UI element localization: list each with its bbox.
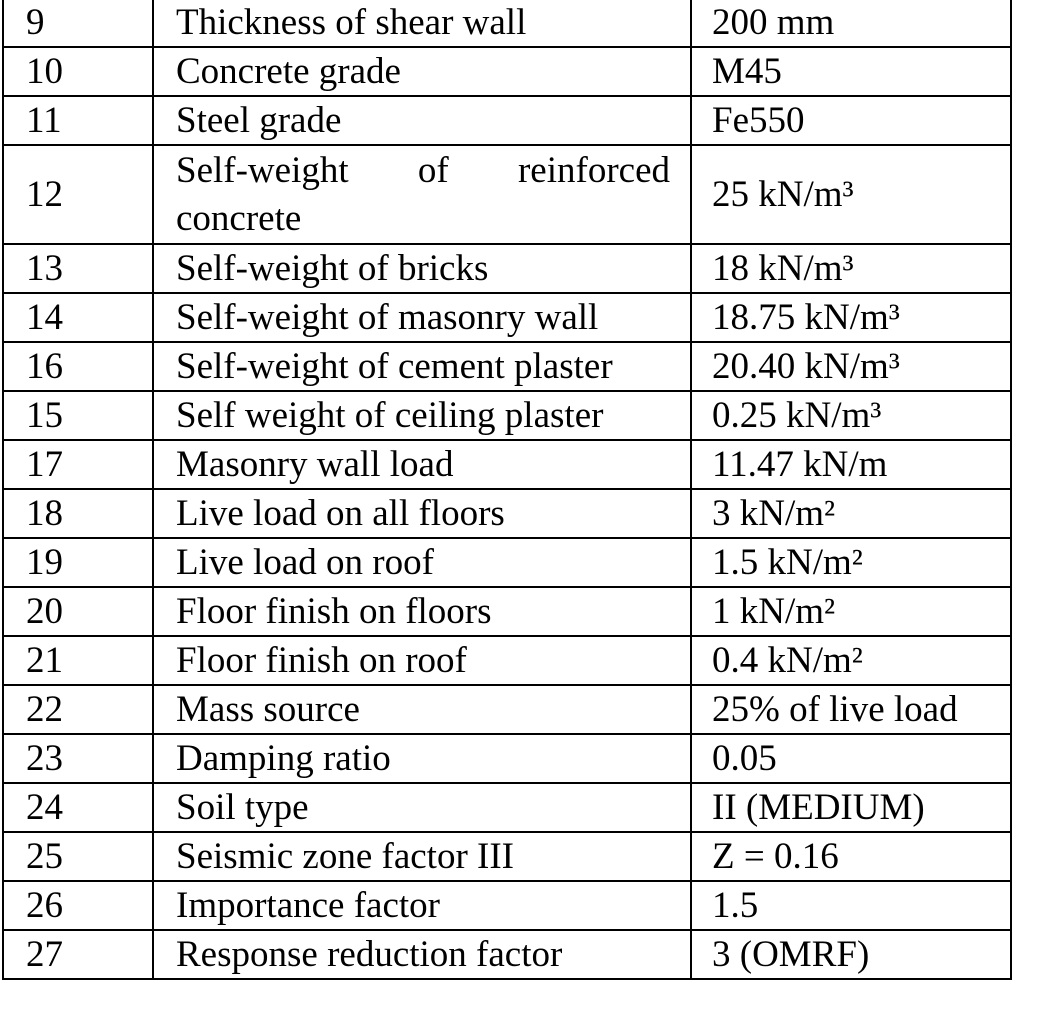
table-row <box>3 342 1011 391</box>
row-number-text: 11 <box>26 100 62 141</box>
row-number <box>3 145 153 244</box>
parameter-name-text: Masonry wall load <box>176 444 454 485</box>
parameter-name <box>153 587 691 636</box>
parameter-name <box>153 783 691 832</box>
table-row <box>3 96 1011 145</box>
parameter-name-text: Seismic zone factor III <box>176 836 514 877</box>
parameter-name <box>153 293 691 342</box>
parameter-name-text: Live load on all floors <box>176 493 505 534</box>
row-number <box>3 587 153 636</box>
parameter-name-text: Thickness of shear wall <box>176 2 527 43</box>
table-row <box>3 685 1011 734</box>
parameter-name-text: Self-weight of masonry wall <box>176 297 599 338</box>
table-row <box>3 47 1011 96</box>
design-parameters-table <box>2 0 1012 980</box>
parameter-value <box>691 145 1011 244</box>
parameter-name <box>153 342 691 391</box>
parameter-name <box>153 881 691 930</box>
parameter-name <box>153 832 691 881</box>
table-row <box>3 538 1011 587</box>
table-row <box>3 734 1011 783</box>
parameter-name-text: Importance factor <box>176 885 440 926</box>
parameter-value <box>691 244 1011 293</box>
row-number <box>3 685 153 734</box>
parameter-name-text: Soil type <box>176 787 309 828</box>
table-row <box>3 832 1011 881</box>
parameter-name <box>153 0 691 47</box>
table-row <box>3 391 1011 440</box>
row-number-text: 24 <box>26 787 63 828</box>
row-number-text: 17 <box>26 444 63 485</box>
parameter-value <box>691 832 1011 881</box>
parameter-name-text: Response reduction factor <box>176 934 563 975</box>
parameter-value <box>691 538 1011 587</box>
parameter-value-text: 0.05 <box>712 738 777 779</box>
parameter-value <box>691 636 1011 685</box>
table-row <box>3 244 1011 293</box>
row-number-text: 21 <box>26 640 63 681</box>
parameter-value <box>691 734 1011 783</box>
row-number-text: 9 <box>26 2 45 43</box>
row-number-text: 19 <box>26 542 63 583</box>
parameter-value-text: 1.5 <box>712 885 759 926</box>
parameter-value-text: 3 (OMRF) <box>712 934 870 975</box>
row-number <box>3 734 153 783</box>
table-body <box>3 0 1011 979</box>
row-number-text: 16 <box>26 346 63 387</box>
row-number-text: 10 <box>26 51 63 92</box>
parameter-value <box>691 47 1011 96</box>
parameter-value <box>691 587 1011 636</box>
parameter-name-text: Floor finish on floors <box>176 591 492 632</box>
parameter-value <box>691 930 1011 979</box>
parameter-value <box>691 489 1011 538</box>
parameter-value <box>691 0 1011 47</box>
parameter-value-text: 200 mm <box>712 2 835 43</box>
parameter-value-text: 18.75 kN/m³ <box>712 297 900 338</box>
parameter-value-text: 11.47 kN/m <box>712 444 888 485</box>
parameter-name <box>153 685 691 734</box>
row-number <box>3 636 153 685</box>
row-number-text: 15 <box>26 395 63 436</box>
parameter-name-text: Floor finish on roof <box>176 640 467 681</box>
row-number <box>3 293 153 342</box>
table-row <box>3 930 1011 979</box>
parameter-name-text: Mass source <box>176 689 360 730</box>
parameter-name <box>153 734 691 783</box>
parameter-value-text: 18 kN/m³ <box>712 248 854 289</box>
parameter-name-text: Concrete grade <box>176 51 401 92</box>
parameter-name-text: Self-weight of bricks <box>176 248 489 289</box>
table-row <box>3 145 1011 244</box>
table-row <box>3 587 1011 636</box>
parameter-value <box>691 293 1011 342</box>
row-number-text: 23 <box>26 738 63 779</box>
parameter-name-text: Self-weight of reinforced concrete <box>176 149 670 239</box>
parameter-value-text: 25% of live load <box>712 689 958 730</box>
row-number <box>3 0 153 47</box>
table-row <box>3 293 1011 342</box>
parameter-name <box>153 47 691 96</box>
table-row <box>3 440 1011 489</box>
row-number <box>3 47 153 96</box>
parameter-name <box>153 930 691 979</box>
row-number <box>3 930 153 979</box>
parameter-value <box>691 342 1011 391</box>
row-number-text: 13 <box>26 248 63 289</box>
parameter-name <box>153 636 691 685</box>
row-number <box>3 832 153 881</box>
row-number <box>3 489 153 538</box>
parameter-name <box>153 440 691 489</box>
parameter-value-text: 1.5 kN/m² <box>712 542 863 583</box>
parameter-name <box>153 489 691 538</box>
parameter-value-text: 20.40 kN/m³ <box>712 346 900 387</box>
parameter-value-text: 0.4 kN/m² <box>712 640 863 681</box>
row-number-text: 20 <box>26 591 63 632</box>
table-row <box>3 881 1011 930</box>
row-number-text: 18 <box>26 493 63 534</box>
parameter-value <box>691 685 1011 734</box>
row-number <box>3 391 153 440</box>
parameter-name-text: Self-weight of cement plaster <box>176 346 613 387</box>
row-number <box>3 244 153 293</box>
row-number <box>3 342 153 391</box>
parameter-name <box>153 538 691 587</box>
parameter-value-text: Z = 0.16 <box>712 836 839 877</box>
parameter-value-text: M45 <box>712 51 782 92</box>
row-number <box>3 881 153 930</box>
row-number <box>3 96 153 145</box>
row-number-text: 26 <box>26 885 63 926</box>
parameter-name <box>153 244 691 293</box>
table-row <box>3 636 1011 685</box>
table-row <box>3 489 1011 538</box>
table-row <box>3 0 1011 47</box>
parameter-value-text: 1 kN/m² <box>712 591 836 632</box>
row-number-text: 25 <box>26 836 63 877</box>
parameter-name-text: Self weight of ceiling plaster <box>176 395 604 436</box>
parameter-value <box>691 881 1011 930</box>
parameter-value <box>691 391 1011 440</box>
parameter-name-text: Live load on roof <box>176 542 434 583</box>
row-number-text: 14 <box>26 297 63 338</box>
parameter-name-text: Damping ratio <box>176 738 391 779</box>
table-row <box>3 783 1011 832</box>
row-number-text: 22 <box>26 689 63 730</box>
row-number-text: 27 <box>26 934 63 975</box>
parameter-value-text: Fe550 <box>712 100 805 141</box>
parameter-value-text: 3 kN/m² <box>712 493 836 534</box>
parameter-name <box>153 96 691 145</box>
parameter-name <box>153 391 691 440</box>
parameter-value <box>691 96 1011 145</box>
parameter-value <box>691 440 1011 489</box>
parameter-value <box>691 783 1011 832</box>
parameter-value-text: II (MEDIUM) <box>712 787 925 828</box>
row-number <box>3 538 153 587</box>
parameter-value-text: 25 kN/m³ <box>712 174 854 215</box>
row-number <box>3 783 153 832</box>
parameter-name-text: Steel grade <box>176 100 342 141</box>
parameter-name <box>153 145 691 244</box>
row-number-text: 12 <box>26 174 63 215</box>
parameter-value-text: 0.25 kN/m³ <box>712 395 882 436</box>
row-number <box>3 440 153 489</box>
